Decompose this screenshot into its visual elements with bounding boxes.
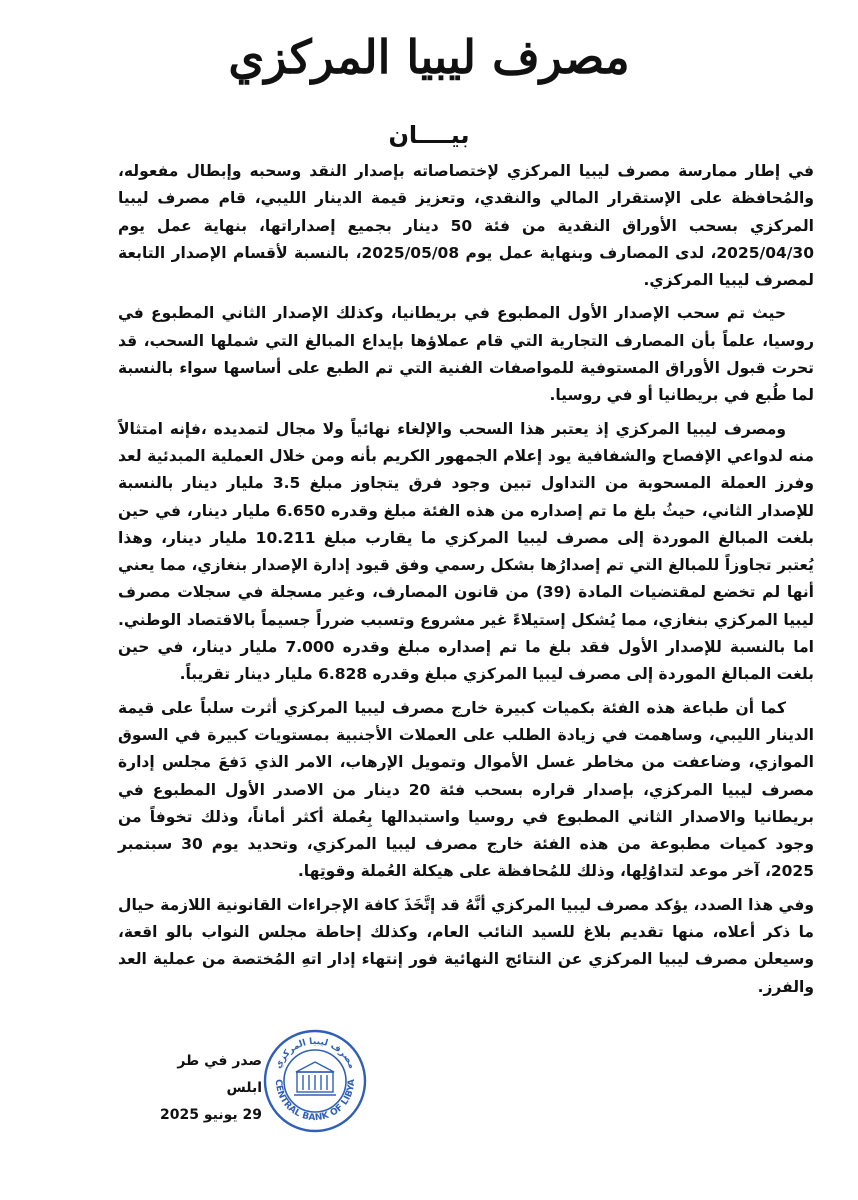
page-title: بيــــان [388,121,470,149]
seal-arabic-text: مصرف ليبيا المركزي [273,1036,357,1071]
signature-block [142,1048,262,1129]
bank-seal-stamp [262,1028,368,1134]
statement-body [118,158,814,1007]
seal-building-icon [294,1062,336,1095]
bank-logo: مصرف ليبيا المركزي [228,30,630,84]
issued-location: صدر في طر ابلس [177,1053,262,1096]
issue-date: 29 يونيو 2025 [160,1107,262,1123]
paragraph-3: ومصرف ليبيا المركزي إذ يعتبر هذا السحب والإلغاء نهائياً ولا مجال لتمديده ،فإنه امتثالاً منه لدواعي الإفصاح والشفافية يود إعلام الجمهور الكريم بأنه ومن خلال العملية المبدئية لعد وفرز العملة المسحوبة من التداول تبين وجود فرق يتجاوز مبلغ 3.5 مليار دينار بالنسبة للإصدار الثاني، حيثُ بلغ ما تم إصداره من هذه الفئة مبلغ وقدره 6.650 مليار دينار، في حين بلغت المبالغ الموردة إلى مصرف ليبيا المركزي ما يقارب مبلغ 10.211 مليار دينار، وهذا يُعتبر تجاوزاً للمبالغ التي تم إصدارُها بشكل رسمي وفق قيود إدارة الإصدار بنغازي، مما يعني أنها لم تخضع لمقتضيات المادة (39) من قانون المصارف، وغير مسجلة في سجلات مصرف ليبيا المركزي بنغازي، مما يُشكل إستيلاءً غير مشروع وتسبب ضرراً جسيماً بالاقتصاد الوطني. اما بالنسبة للإصدار الأول فقد بلغ ما تم إصداره مبلغ وقدره 7.000 مليار دينار، في حين بلغت المبالغ الموردة إلى مصرف ليبيا المركزي مبلغ وقدره 6.828 مليار دينار تقريباً. [118,419,815,684]
paragraph-2: حيث تم سحب الإصدار الأول المطبوع في بريطانيا، وكذلك الإصدار الثاني المطبوع في روسيا، علماً بأن المصارف التجارية التي قام عملاؤها بإيداع المبالغ التي شملها السحب، قد تحرت قبول الأوراق المستوفية للمواصفات الفنية التي تم الطبع على أساسها سواء بالنسبة لما طُبع في بريطانيا أو في روسيا. [118,304,814,405]
seal-english-text: CENTRAL BANK OF LIBYA [272,1078,358,1124]
paragraph-4: كما أن طباعة هذه الفئة بكميات كبيرة خارج مصرف ليبيا المركزي أثرت سلباً على قيمة الدينار الليبي، وساهمت في زيادة الطلب على العملات الأجنبية بمستويات كبيرة في السوق الموازي، وضاعفت من مخاطر غسل الأموال وتمويل الإرهاب، الامر الذي دَفعَ مجلس إدارة مصرف ليبيا المركزي، بإصدار قراره بسحب فئة 20 دينار من الاصدر الأول المطبوع في بريطانيا والاصدار الثاني المطبوع في روسيا واستبدالها بِعُملة أكثر أماناً، وذلك تخوفاً من وجود كميات مطبوعة من هذه الفئة خارج مصرف ليبيا المركزي، وتحديد يوم 30 سبتمبر 2025، آخر موعد لتداوُلِها، وذلك للمُحافظة على هيكلة العُملة وقوتِها. [118,698,814,881]
paragraph-1: في إطار ممارسة مصرف ليبيا المركزي لإختصاصاته بإصدار النقد وسحبه وإبطال مفعوله، والمُحافظة على الإستقرار المالي والنقدي، وتعزيز قيمة الدينار الليبي، قام مصرف ليبيا المركزي بسحب الأوراق النقدية من فئة 50 دينار بجميع إصداراتها، بنهاية عمل يوم 2025/04/30، لدى المصارف وبنهاية عمل يوم 2025/05/08، بالنسبة لأقسام الإصدار التابعة لمصرف ليبيا المركزي. [118,162,814,290]
paragraph-5: وفي هذا الصدد، يؤكد مصرف ليبيا المركزي أنَّهُ قد إتَّخَذَ كافة الإجراءات القانونية اللازمة حيال ما ذكر أعلاه، منها تقديم بلاغ للسيد النائب العام، وكذلك إحاطة مجلس النواب بالو اقعة، وسيعلن مصرف ليبيا المركزي عن النتائج النهائية فور إنتهاء إدار اتهِ المُختصة من عملية العد والفرز. [118,895,814,996]
